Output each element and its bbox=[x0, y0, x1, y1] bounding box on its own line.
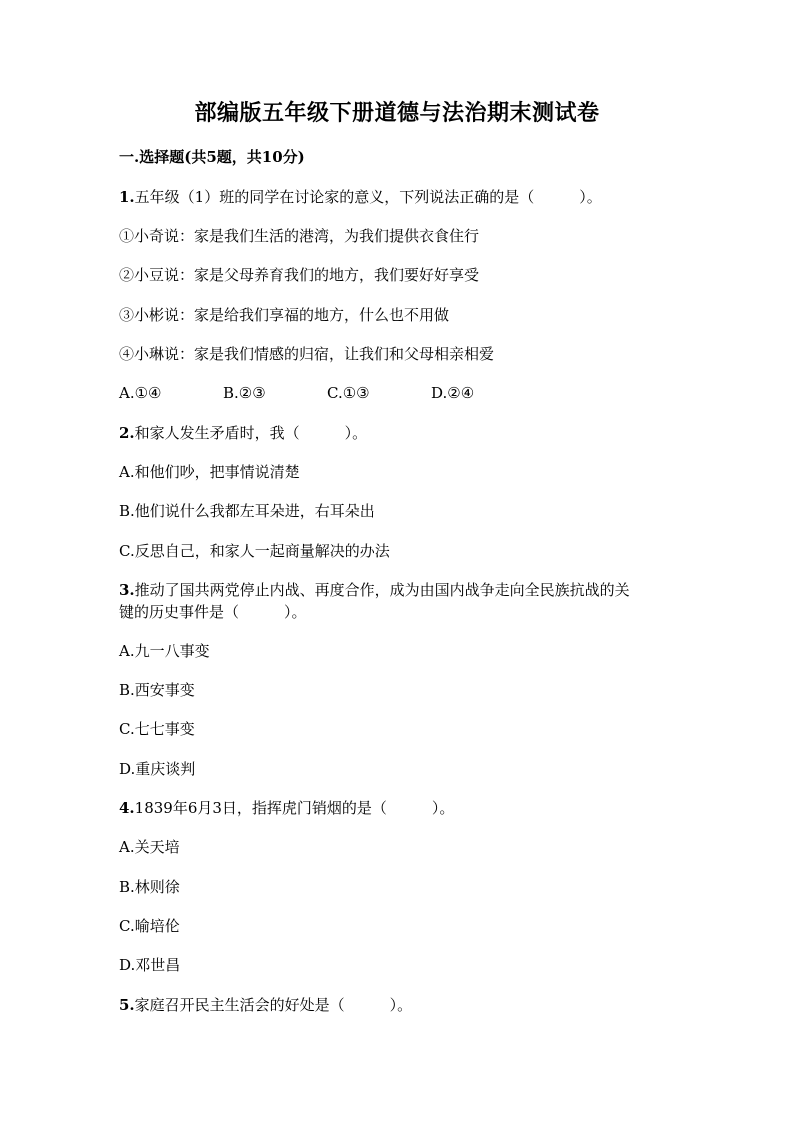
question-stem-line-2: 键的历史事件是（ ）。 bbox=[119, 603, 307, 621]
statement-1: ①小奇说：家是我们生活的港湾，为我们提供衣食住行 bbox=[119, 227, 480, 245]
question-stem: 家庭召开民主生活会的好处是（ ）。 bbox=[134, 996, 413, 1014]
option-c: C.七七事变 bbox=[119, 720, 195, 738]
question-3 bbox=[119, 579, 630, 601]
option-a: A.①④ bbox=[119, 384, 162, 402]
option-a: A.关天培 bbox=[119, 838, 180, 856]
question-number: 3. bbox=[119, 581, 135, 599]
statement-2: ②小豆说：家是父母养育我们的地方，我们要好好享受 bbox=[119, 266, 480, 284]
section-heading: 一.选择题(共5题，共10分) bbox=[119, 148, 305, 166]
question-stem: 和家人发生矛盾时，我（ ）。 bbox=[134, 424, 368, 442]
question-stem: 1839年6月3日，指挥虎门销烟的是（ ）。 bbox=[134, 799, 455, 817]
option-a: A.九一八事变 bbox=[119, 642, 210, 660]
question-5 bbox=[119, 994, 412, 1016]
option-d: D.邓世昌 bbox=[119, 956, 181, 974]
option-c: C.反思自己，和家人一起商量解决的办法 bbox=[119, 542, 390, 560]
question-number: 5. bbox=[119, 996, 135, 1014]
question-1 bbox=[119, 186, 602, 208]
question-stem: 五年级（1）班的同学在讨论家的意义，下列说法正确的是（ ）。 bbox=[134, 188, 602, 206]
statement-4: ④小琳说：家是我们情感的归宿，让我们和父母相亲相爱 bbox=[119, 345, 495, 363]
exam-title: 部编版五年级下册道德与法治期末测试卷 bbox=[194, 100, 600, 126]
option-a: A.和他们吵，把事情说清楚 bbox=[119, 463, 300, 481]
option-b: B.他们说什么我都左耳朵进，右耳朵出 bbox=[119, 502, 375, 520]
option-b: B.西安事变 bbox=[119, 681, 195, 699]
question-number: 2. bbox=[119, 424, 135, 442]
option-b: B.林则徐 bbox=[119, 878, 180, 896]
option-b: B.②③ bbox=[223, 384, 266, 402]
question-4 bbox=[119, 797, 454, 819]
question-stem-line-1: 推动了国共两党停止内战、再度合作，成为由国内战争走向全民族抗战的关 bbox=[134, 581, 630, 599]
question-number: 1. bbox=[119, 188, 135, 206]
option-c: C.①③ bbox=[327, 384, 370, 402]
question-number: 4. bbox=[119, 799, 135, 817]
q1-options bbox=[119, 382, 679, 404]
option-c: C.喻培伦 bbox=[119, 917, 180, 935]
statement-3: ③小彬说：家是给我们享福的地方，什么也不用做 bbox=[119, 306, 450, 324]
question-2 bbox=[119, 422, 367, 444]
option-d: D.重庆谈判 bbox=[119, 760, 196, 778]
option-d: D.②④ bbox=[431, 384, 475, 402]
